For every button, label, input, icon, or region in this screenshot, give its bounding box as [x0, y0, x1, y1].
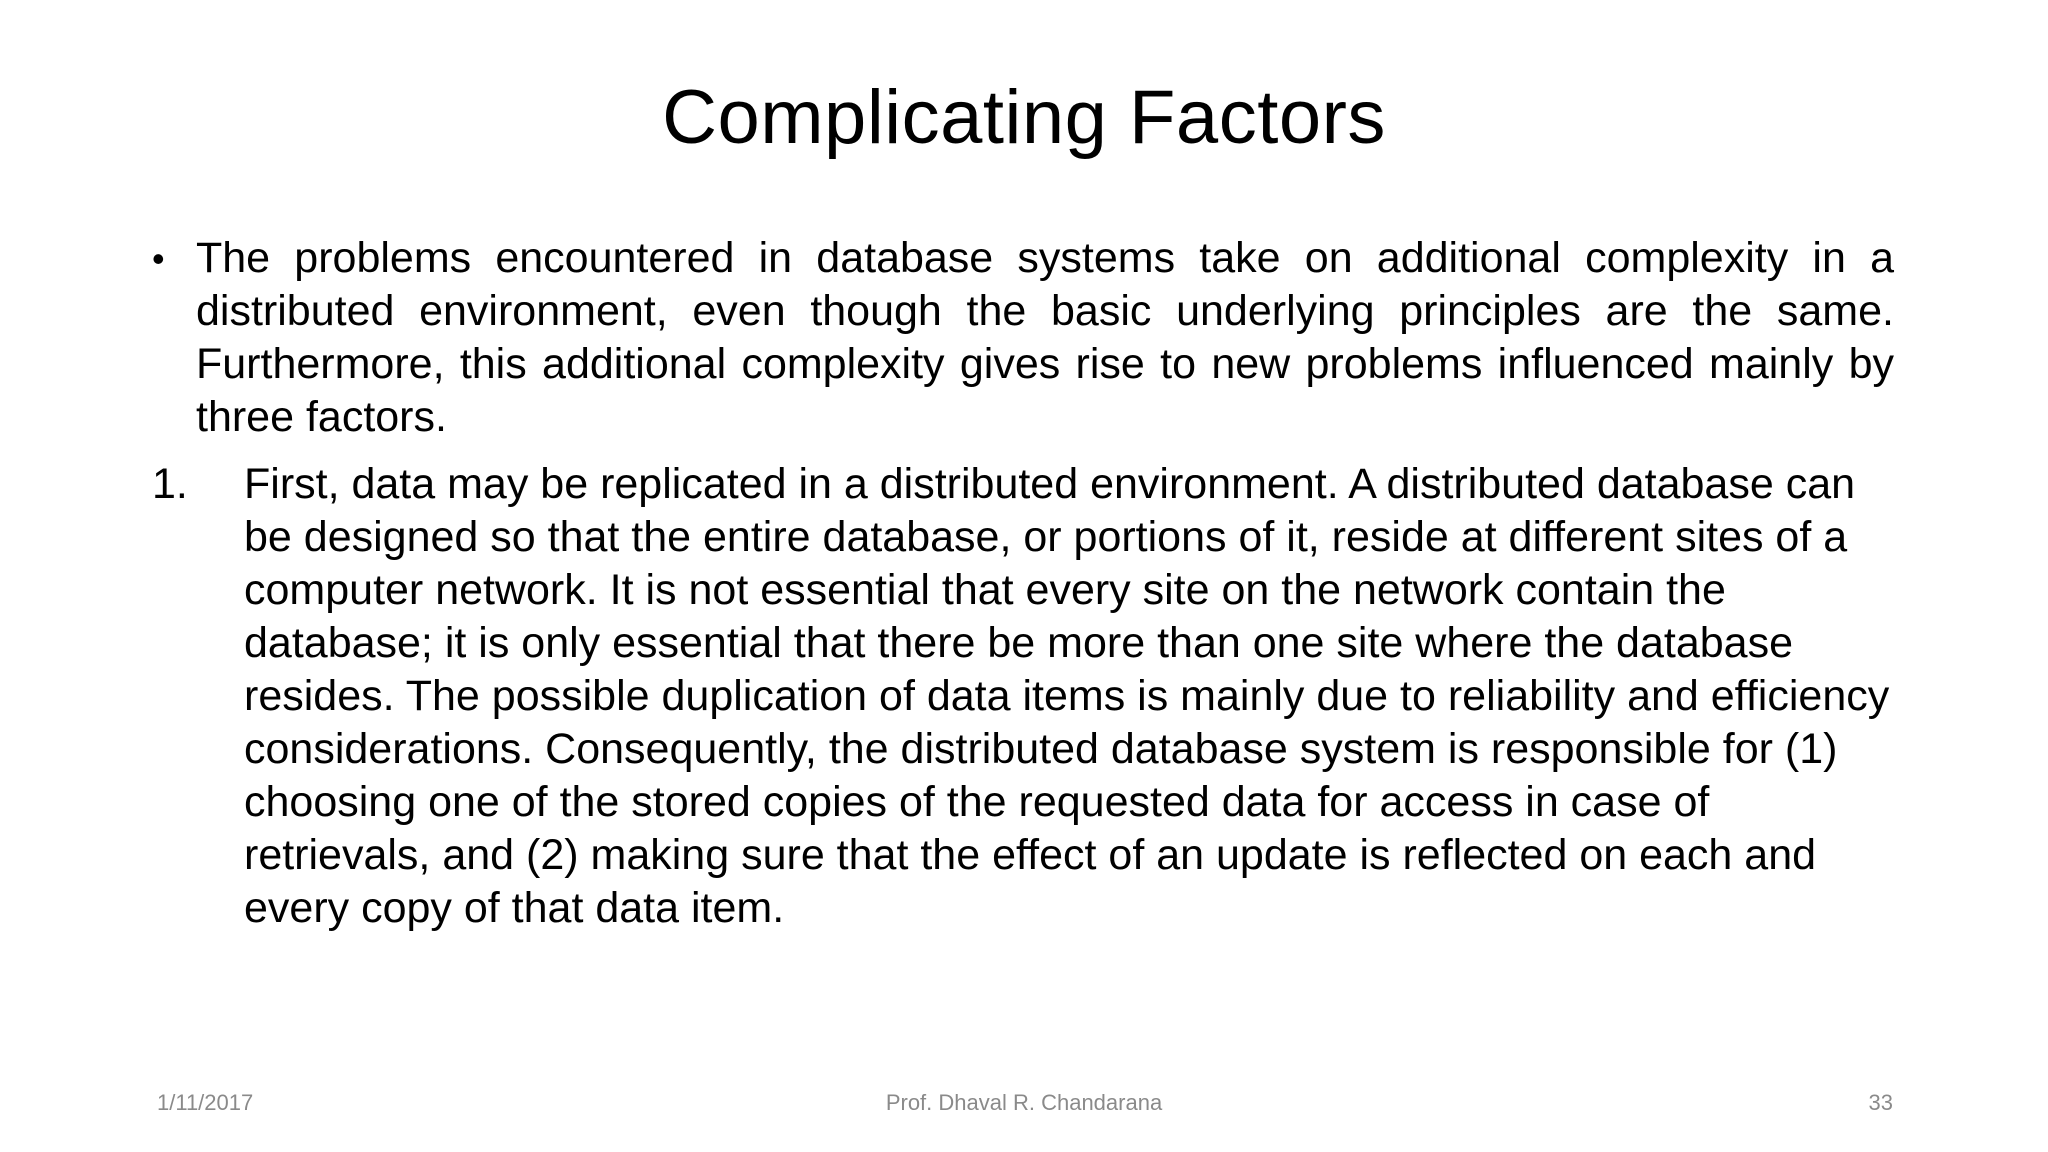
numbered-marker: 1.	[152, 460, 188, 508]
slide-title: Complicating Factors	[662, 75, 1386, 160]
bullet-text: The problems encountered in database systems take on additional complexity in a distributed environment, even though the basic underlying principles are the same. Furthermore, this additional complexity gives rise to new problems influenced mainly by three factors.	[196, 234, 1894, 441]
footer-date: 1/11/2017	[157, 1090, 254, 1115]
footer-page-number: 33	[1868, 1090, 1893, 1115]
bullet-item	[152, 232, 1894, 444]
slide-content	[152, 232, 1894, 935]
footer-author: Prof. Dhaval R. Chandarana	[885, 1090, 1163, 1115]
numbered-text: First, data may be replicated in a distributed environment. A distributed database can be designed so that the entire database, or portions of it, reside at different sites of a computer network. It is not essential that every site on the network contain the database; it is only essential that there be more than one site where the database resides. The possible duplication of data items is mainly due to reliability and efficiency considerations. Consequently, the distributed database system is responsible for (1) choosing one of the stored copies of the requested data for access in case of retrievals, and (2) making sure that the effect of an update is reflected on each and every copy of that data item.	[244, 460, 1890, 932]
numbered-item	[152, 458, 1894, 935]
bullet-marker: •	[152, 238, 165, 279]
